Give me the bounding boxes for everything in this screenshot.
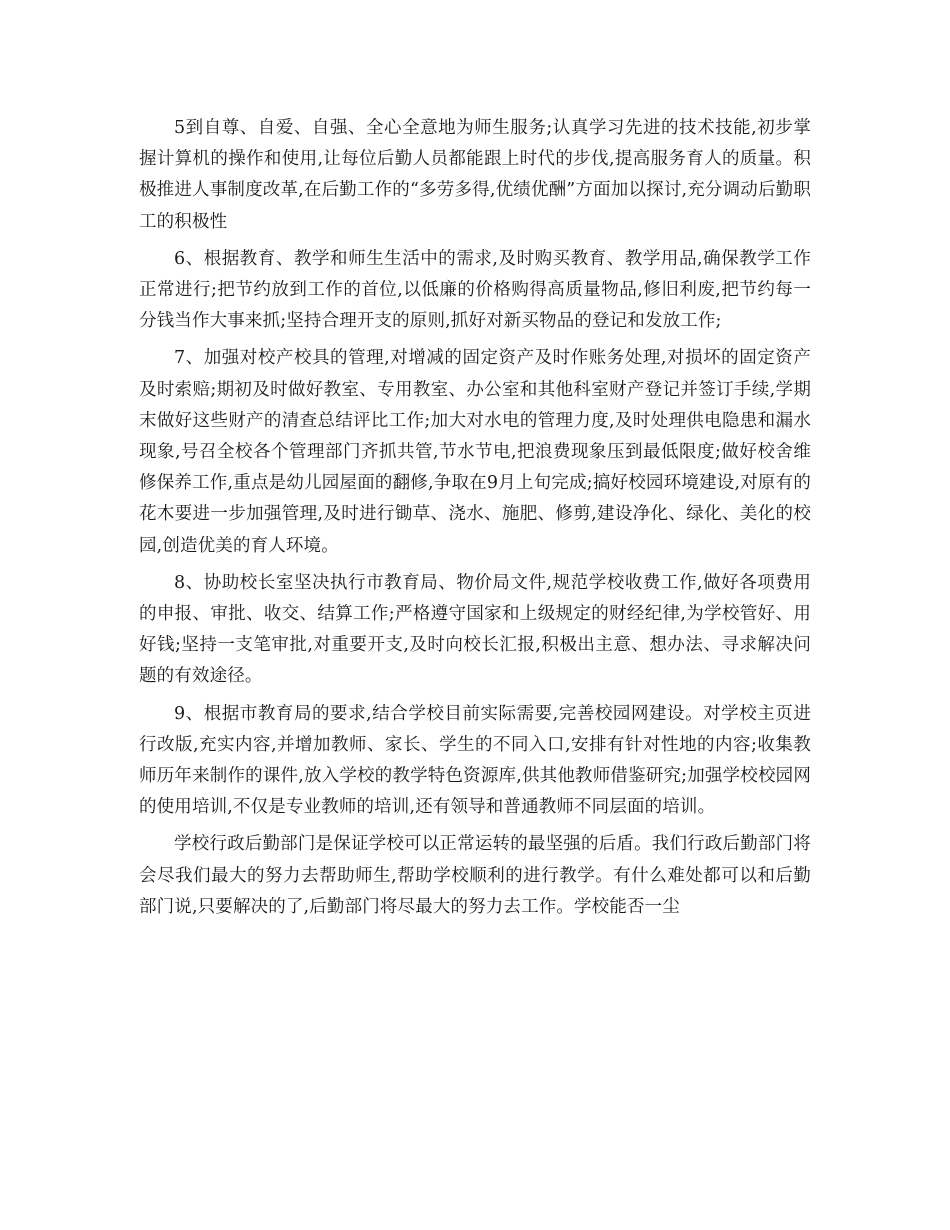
paragraph-item-7: 7、加强对校产校具的管理,对增减的固定资产及时作账务处理,对损坏的固定资产及时索赔;期初及时做好教室、专用教室、办公室和其他科室财产登记并签订手续,学期末做好这些财产的清查总结评比工作;加大对水电的管理力度,及时处理供电隐患和漏水现象,号召全校各个管理部门齐抓共管,节水节电,把浪费现象压到最低限度;做好校舍维修保养工作,重点是幼儿园屋面的翻修,争取在9月上旬完成;搞好校园环境建设,对原有的花木要进一步加强管理,及时进行锄草、浇水、施肥、修剪,建设净化、绿化、美化的校园,创造优美的育人环境。	[139, 348, 811, 556]
paragraph-item-5: 5到自尊、自爱、自强、全心全意地为师生服务;认真学习先进的技术技能,初步掌握计算机的操作和使用,让每位后勤人员都能跟上时代的步伐,提高服务育人的质量。积极推进人事制度改革,在后勤工作的“多劳多得,优绩优酬”方面加以探讨,充分调动后勤职工的积极性	[139, 118, 811, 232]
document-body	[139, 113, 811, 929]
paragraph-item-6: 6、根据教育、教学和师生生活中的需求,及时购买教育、教学用品,确保教学工作正常进行;把节约放到工作的首位,以低廉的价格购得高质量物品,修旧利废,把节约每一分钱当作大事来抓;坚持合理开支的原则,抓好对新买物品的登记和发放工作;	[139, 248, 811, 332]
paragraph-item-9: 9、根据市教育局的要求,结合学校目前实际需要,完善校园网建设。对学校主页进行改版,充实内容,并增加教师、家长、学生的不同入口,安排有针对性地的内容;收集教师历年来制作的课件,放入学校的教学特色资源库,供其他教师借鉴研究;加强学校校园网的使用培训,不仅是专业教师的培训,还有领导和普通教师不同层面的培训。	[139, 703, 811, 818]
paragraph-item-8: 8、协助校长室坚决执行市教育局、物价局文件,规范学校收费工作,做好各项费用的申报、审批、收交、结算工作;严格遵守国家和上级规定的财经纪律,为学校管好、用好钱;坚持一支笔审批,对重要开支,及时向校长汇报,积极出主意、想办法、寻求解决问题的有效途径。	[139, 572, 811, 687]
paragraph-closing: 学校行政后勤部门是保证学校可以正常运转的最坚强的后盾。我们行政后勤部门将会尽我们最大的努力去帮助师生,帮助学校顺利的进行教学。有什么难处都可以和后勤部门说,只要解决的了,后勤部门将尽最大的努力去工作。学校能否一尘	[139, 834, 811, 917]
